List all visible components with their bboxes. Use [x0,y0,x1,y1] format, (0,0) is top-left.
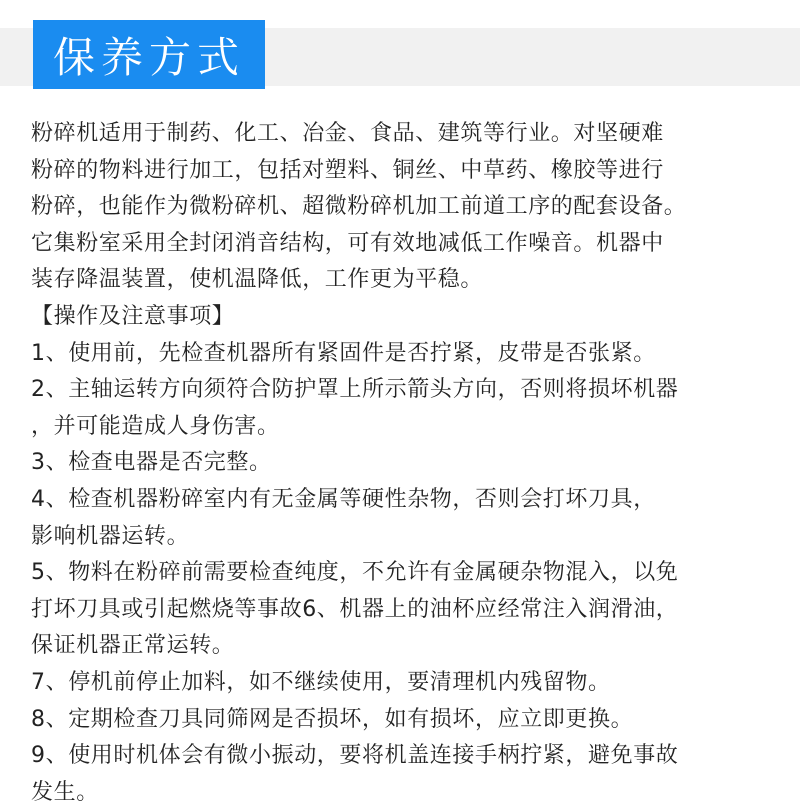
list-item-line: 发生。 [31,779,99,805]
content-body [31,116,793,811]
list-item-line: 5、物料在粉碎前需要检查纯度，不允许有金属硬杂物混入，以免 [31,560,679,586]
list-item-line: 8、定期检查刀具同筛网是否损坏，如有损坏，应立即更换。 [31,706,634,732]
intro-line: 粉碎机适用于制药、化工、冶金、食品、建筑等行业。对坚硬难 [31,121,664,146]
list-item-line: 影响机器运转。 [31,523,190,549]
header-tab [33,20,265,89]
instruction-list [31,336,793,811]
list-item-line: 7、停机前停止加料，如不继续使用，要清理机内残留物。 [31,669,611,695]
intro-line: 粉碎的物料进行加工，包括对塑料、铜丝、中草药、橡胶等进行 [31,157,664,183]
list-item-line: 2、主轴运转方向须符合防护罩上所示箭头方向，否则将损坏机器 [31,377,679,403]
intro-line: 粉碎，也能作为微粉碎机、超微粉碎机加工前道工序的配套设备。 [31,194,687,220]
list-item-line: 9、使用时机体会有微小振动，要将机盖连接手柄拧紧，避免事故 [31,743,679,769]
list-item-line: 3、检查电器是否完整。 [31,450,272,476]
list-item-line: ，并可能造成人身伤害。 [31,413,280,439]
page-title: 保养方式 [52,32,245,82]
intro-line: 它集粉室采用全封闭消音结构，可有效地减低工作噪音。机器中 [31,230,664,256]
list-item-line: 4、检查机器粉碎室内有无金属等硬性杂物，否则会打坏刀具， [31,486,656,512]
list-item-line: 打坏刀具或引起燃烧等事故6、机器上的油杯应经常注入润滑油， [31,596,679,622]
list-item-line: 1、使用前，先检查机器所有紧固件是否拧紧，皮带是否张紧。 [31,340,656,366]
intro-line: 装存降温装置，使机温降低，工作更为平稳。 [31,267,484,293]
section-heading: 【操作及注意事项】 [31,303,235,329]
intro-paragraph [31,116,793,299]
list-item-line: 保证机器正常运转。 [31,633,235,659]
